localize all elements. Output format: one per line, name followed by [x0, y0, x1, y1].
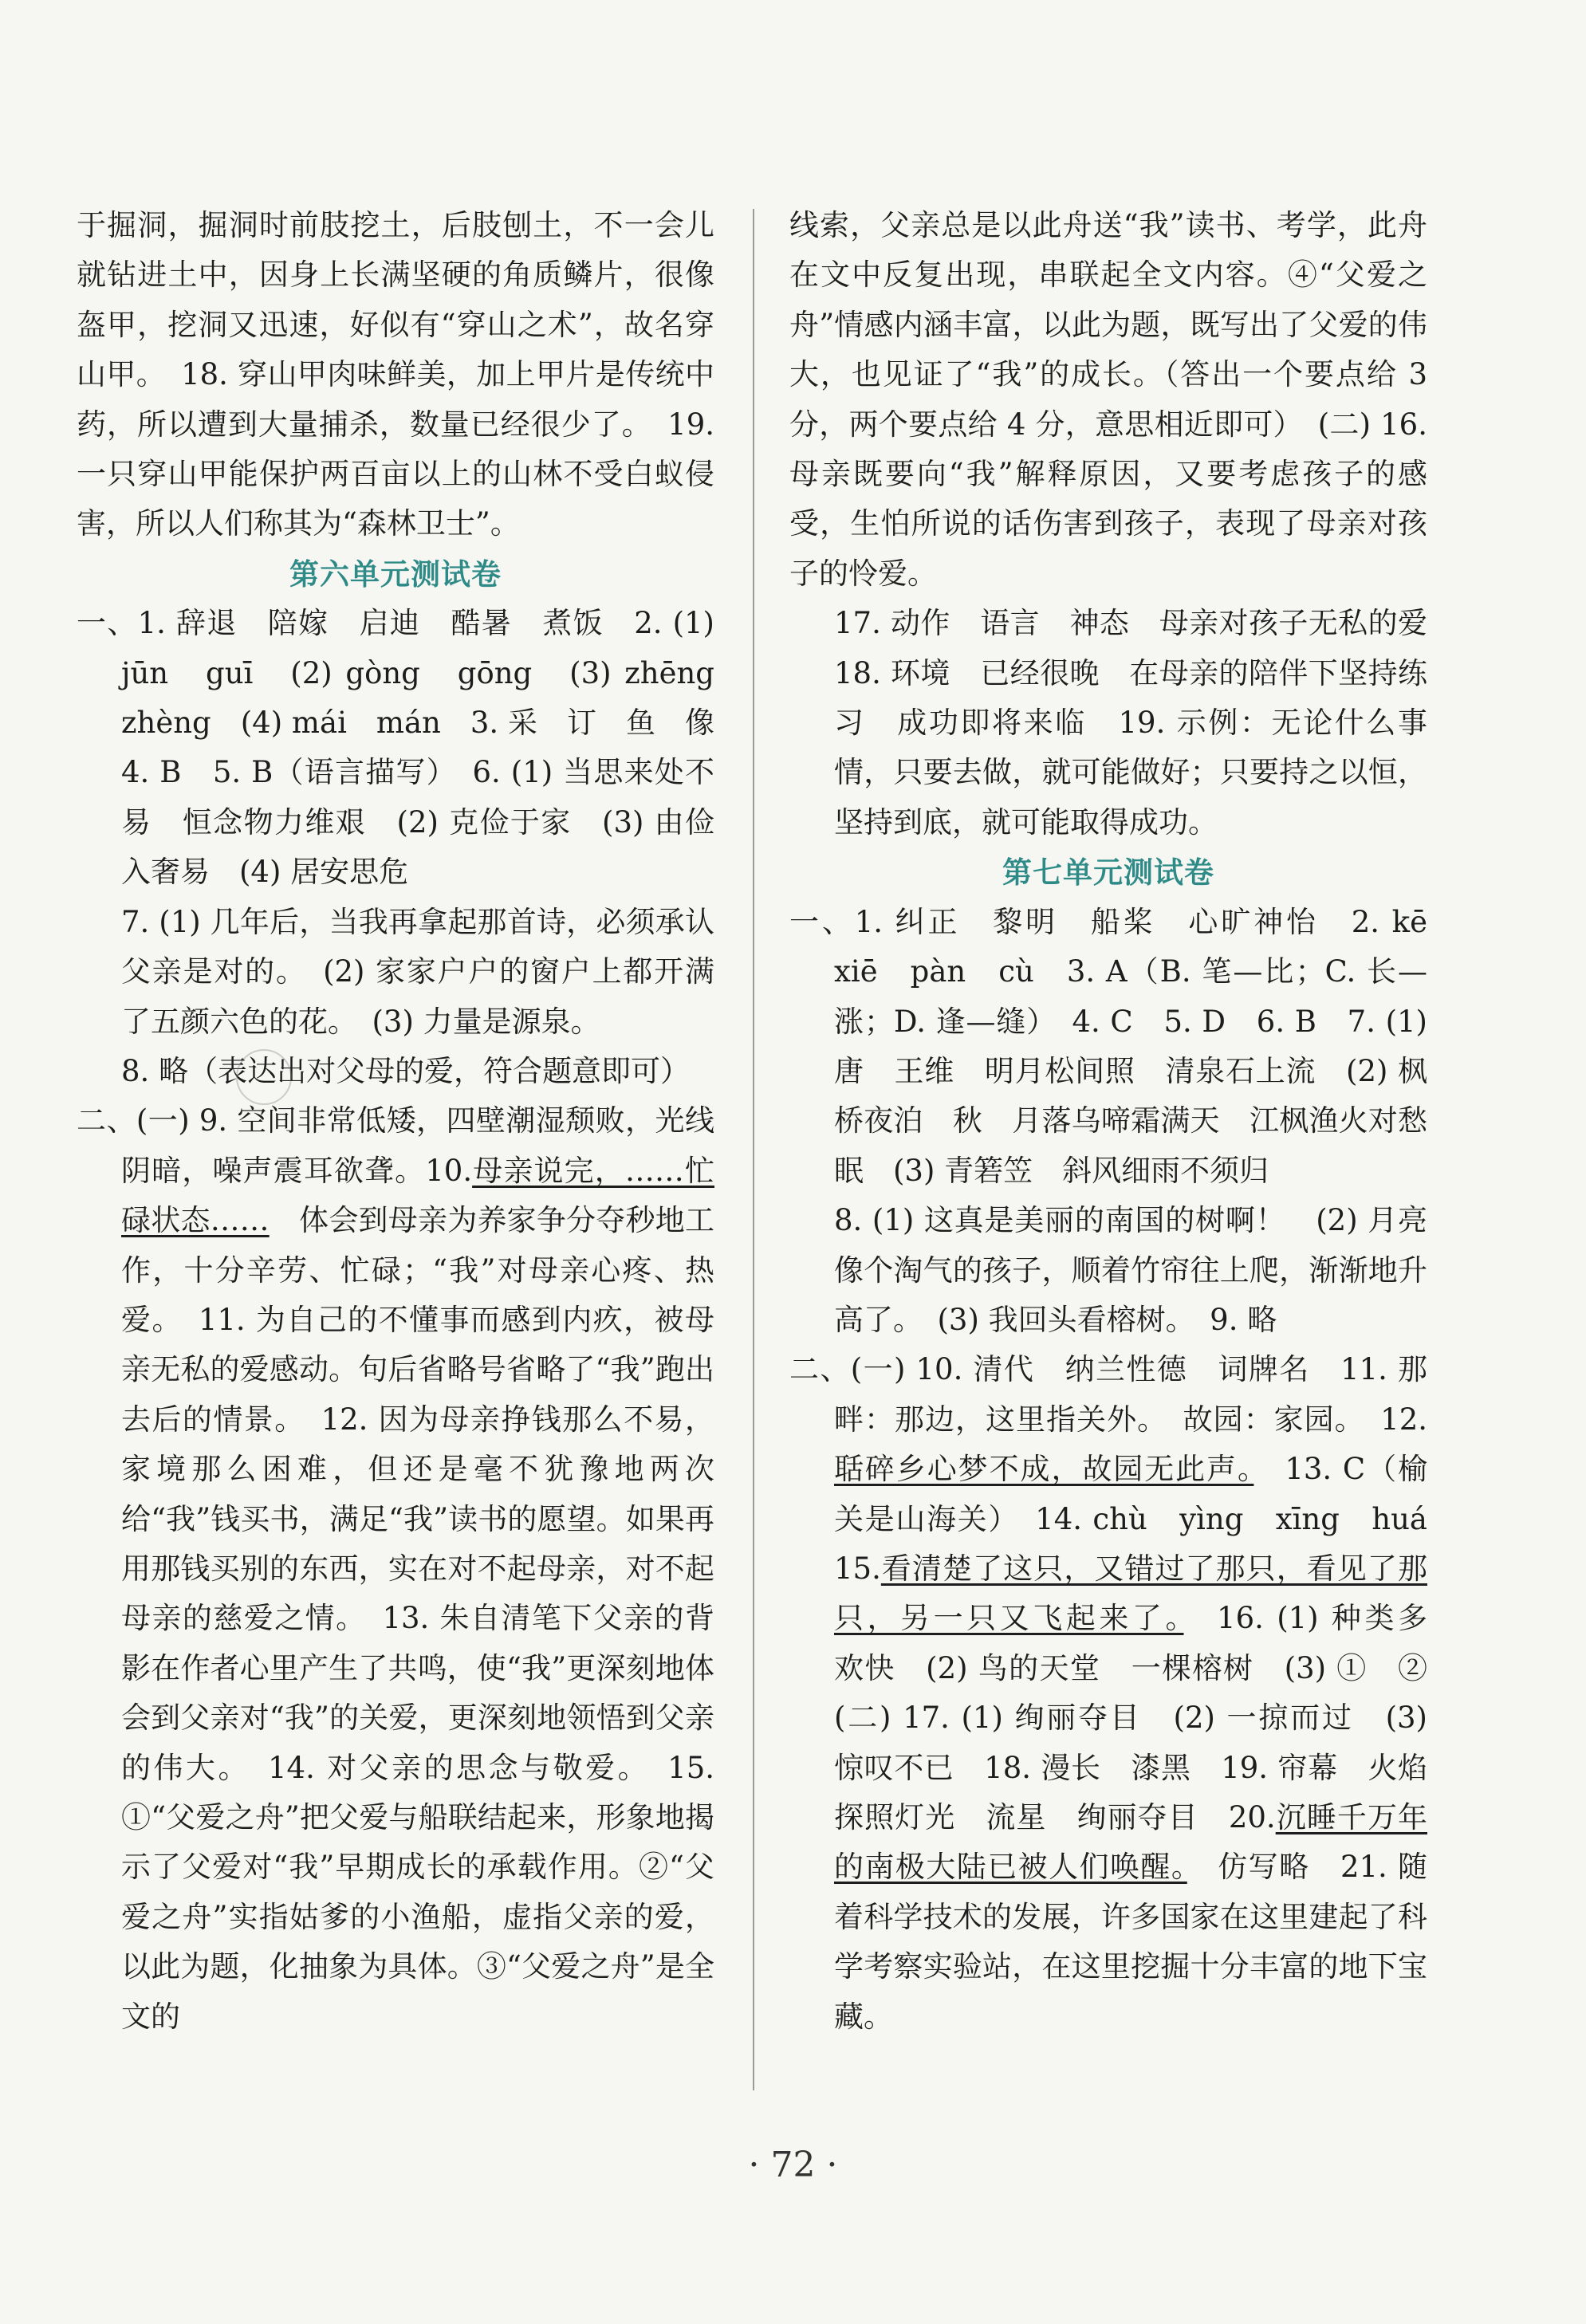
paragraph: [77, 1096, 714, 2042]
underlined-text: 聒碎乡心梦不成，故园无此声。: [834, 1452, 1254, 1487]
left-column: [77, 201, 744, 2042]
paragraph: 8. (1) 这真是美丽的南国的树啊！ (2) 月亮像个淘气的孩子，顺着竹帘往上爬，渐渐地升高了。 (3) 我回头看榕树。 9. 略: [834, 1203, 1427, 1337]
paragraph: [789, 1345, 1457, 2042]
paragraph: 8. 略（表达出对父母的爱，符合题意即可）: [121, 1053, 691, 1088]
unit-seven-heading: 第七单元测试卷: [1002, 855, 1214, 891]
paragraph: 7. (1) 几年后，当我再拿起那首诗，必须承认父亲是对的。 (2) 家家户户的窗户上都开满了五颜六色的花。 (3) 力量是源泉。: [121, 904, 714, 1039]
paragraph: 17. 动作 语言 神态 母亲对孩子无私的爱 18. 环境 已经很晚 在母亲的陪伴下坚持练习 成功即将来临 19. 示例：无论什么事情，只要去做，就可能做好；只要持之以恒，坚持到底，就可能取得成功。: [834, 606, 1457, 840]
paragraph: 线索，父亲总是以此舟送“我”读书、考学，此舟在文中反复出现，串联起全文内容。④“父爱之舟”情感内涵丰富，以此为题，既写出了父爱的伟大，也见证了“我”的成长。（答出一个要点给 3 分，两个要点给 4 分，意思相近即可） (二) 16. 母亲既要向“我”解释原因，又要考虑孩子的感受，生怕所说的话伤害到孩子，表现了母亲对孩子的怜爱。: [789, 208, 1427, 591]
page-number: · 72 ·: [748, 2145, 838, 2185]
unit-six-heading: 第六单元测试卷: [289, 556, 502, 592]
text: 16. (1) 种类多 欢快 (2) 鸟的天堂 一棵榕树 (3) ① ② (二) 17. (1) 绚丽夺目 (2) 一掠而过 (3) 惊叹不已 18. 漫长 漆黑 19. 帘幕 火焰 探照灯光 流星 绚丽夺目 20.: [834, 1601, 1457, 1834]
right-column: [789, 201, 1457, 2042]
text: 仿写略 21. 随着科学技术的发展，许多国家在这里建起了科学考察实验站，在这里挖掘十分丰富的地下宝藏。: [834, 1850, 1427, 2034]
column-divider: [753, 209, 754, 2090]
text: 13. C（榆关是山海关） 14. chù yìng xīng huá 15.: [834, 1452, 1457, 1586]
underlined-text: 母亲说完，……忙碌状态……: [121, 1153, 715, 1238]
paragraph: 一、1. 纠正 黎明 船桨 心旷神怡 2. kē xiē pàn cù 3. A（B. 笔—比；C. 长—涨；D. 逢—缝） 4. C 5. D 6. B 7. (1) 唐 王维 明月松间照 清泉石上流 (2) 枫桥夜泊 秋 月落乌啼霜满天 江枫渔火对愁眠 (3) 青箬笠 斜风细雨不须归: [789, 904, 1457, 1188]
underlined-text: 看清楚了这只，又错过了那只，看见了那只，另一只又飞起来了。: [834, 1551, 1427, 1636]
underlined-text: 沉睡千万年的南极大陆已被人们唤醒。: [834, 1800, 1428, 1885]
faint-stamp: [236, 1049, 292, 1105]
text: 二、(一) 10. 清代 纳兰性德 词牌名 11. 那畔：那边，这里指关外。 故园：家园。 12.: [789, 1352, 1427, 1437]
text: 二、(一) 9. 空间非常低矮，四壁潮湿颓败，光线阴暗，噪声震耳欲聋。10.: [77, 1103, 714, 1188]
paragraph: 一、1. 辞退 陪嫁 启迪 酷暑 煮饭 2. (1) jūn guī (2) gòng gōng (3) zhēng zhèng (4) mái mán 3. 采 订 鱼 像 4. B 5. B（语言描写） 6. (1) 当思来处不易 恒念物力维艰 (2) 克俭于家 (3) 由俭入奢易 (4) 居安思危: [77, 606, 744, 890]
paragraph: 于掘洞，掘洞时前肢挖土，后肢刨土，不一会儿就钻进土中，因身上长满坚硬的角质鳞片，很像盔甲，挖洞又迅速，好似有“穿山之术”，故名穿山甲。 18. 穿山甲肉味鲜美，加上甲片是传统中药，所以遭到大量捕杀，数量已经很少了。 19. 一只穿山甲能保护两百亩以上的山林不受白蚁侵害，所以人们称其为“森林卫士”。: [77, 208, 714, 541]
text: 体会到母亲为养家争分夺秒地工作，十分辛劳、忙碌；“我”对母亲心疼、热爱。 11. 为自己的不懂事而感到内疚，被母亲无私的爱感动。句后省略号省略了“我”跑出去后的情景。 12. 因为母亲挣钱那么不易，家境那么困难，但还是毫不犹豫地两次给“我”钱买书，满足“我”读书的愿望。如果再用那钱买别的东西，实在对不起母亲，对不起母亲的慈爱之情。 13. 朱自清笔下父亲的背影在作者心里产生了共鸣，使“我”更深刻地体会到父亲对“我”的关爱，更深刻地领悟到父亲的伟大。 14. 对父亲的思念与敬爱。 15. ①“父爱之舟”把父爱与船联结起来，形象地揭示了父爱对“我”早期成长的承载作用。②“父爱之舟”实指姑爹的小渔船，虚指父亲的爱，以此为题，化抽象为具体。③“父爱之舟”是全文的: [121, 1203, 715, 2034]
